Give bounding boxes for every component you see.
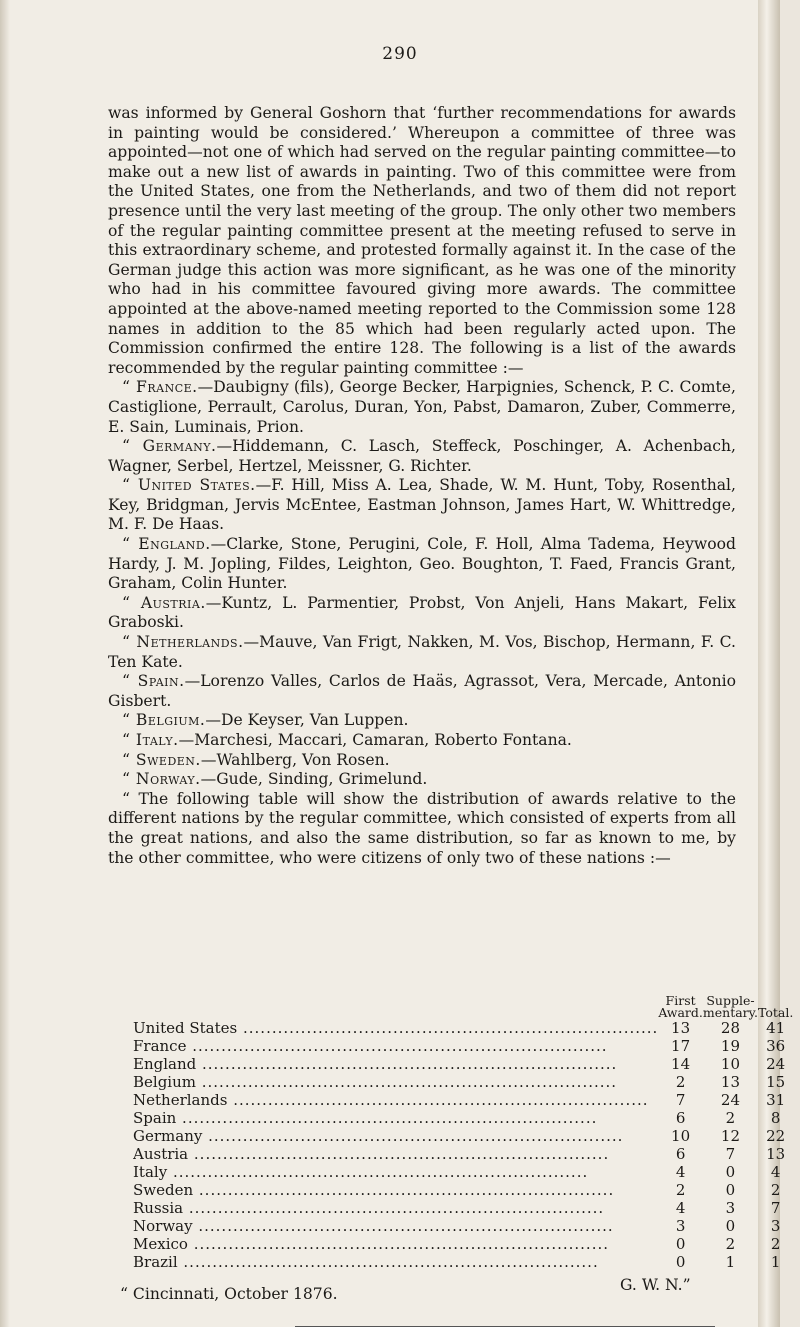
nation-artists: —Lorenzo Valles, Carlos de Haäs, Agrassot, Vera, Mercade, Antonio Gisbert. [108, 672, 737, 710]
total-cell: 1 [770, 1253, 781, 1271]
nation-list [108, 378, 736, 789]
country-cell: Brazil ..... [133, 1253, 658, 1271]
country-cell: Germany ..... [133, 1127, 658, 1145]
country-cell: Belgium ..... [133, 1073, 658, 1091]
nation-label: “ Spain. [122, 672, 185, 691]
supplementary-cell: 0 [725, 1217, 736, 1235]
nation-artists: —Gude, Sinding, Grimelund. [200, 770, 428, 789]
table-row [133, 1073, 793, 1091]
signature-initials: G. W. N.” [620, 1276, 691, 1294]
nation-entry [108, 437, 736, 476]
page-gutter [0, 0, 10, 1327]
awards-table [133, 985, 793, 1271]
page-number: 290 [382, 44, 418, 64]
nation-entry [108, 476, 736, 535]
nation-artists: —Hiddemann, C. Lasch, Steffeck, Poschinger, A. Achenbach, Wagner, Serbel, Hertzel, Meissner, G. Richter. [108, 437, 737, 475]
nation-entry [108, 770, 736, 790]
nation-artists: —Marchesi, Maccari, Camaran, Roberto Fontana. [178, 731, 572, 749]
supplementary-cell: 19 [720, 1037, 740, 1055]
paragraph: was informed by General Goshorn that ‘further recommendations for awards in painting would be considered.’ Whereupon a committee of three was appointed—not one of which had served on the regular painting committee—to make out a new list of awards in painting. Two of this committee were from the United States, one from the Netherlands, and two of them did not report presence until the very last meeting of the group. The only other two members of the regular painting committee present at the meeting refused to serve in this extraordinary scheme, and protested formally against it. In the case of the German judge this action was more significant, as he was one of the minority who had in his committee favoured giving more awards. The committee appointed at the above-named meeting reported to the Commission some 128 names in addition to the 85 which had been regularly acted upon. The Commission confirmed the entire 128. The following is a list of the awards recommended by the regular painting committee :— [108, 104, 736, 377]
table-header [133, 985, 793, 1019]
nation-entry [108, 633, 736, 672]
nation-label: “ United States. [122, 476, 256, 495]
nation-artists: —Kuntz, L. Parmentier, Probst, Von Anjeli, Hans Makart, Felix Graboski. [108, 593, 736, 632]
nation-label: “ Austria. [122, 593, 206, 612]
total-cell: 2 [770, 1235, 781, 1253]
nation-entry [108, 672, 736, 711]
header-first-award: First Award. [658, 993, 703, 1020]
table-row [133, 1127, 793, 1145]
total-cell: 36 [766, 1037, 786, 1055]
signature-date: “ Cincinnati, October 1876. [120, 1285, 338, 1303]
country-cell: Italy ..... [133, 1163, 658, 1181]
country-cell: France ..... [133, 1037, 658, 1055]
country-cell: Norway ..... [133, 1217, 658, 1235]
supplementary-cell: 0 [725, 1163, 736, 1181]
nation-label: “ Sweden. [122, 750, 201, 769]
total-cell: 41 [766, 1019, 786, 1037]
nation-label: “ Belgium. [122, 711, 206, 730]
first-award-cell: 4 [675, 1199, 686, 1217]
country-cell: United States ..... [133, 1019, 658, 1037]
table-row [133, 1217, 793, 1235]
table-row [133, 1037, 793, 1055]
total-cell: 3 [770, 1217, 781, 1235]
header-supplementary: Supple- mentary. [702, 993, 759, 1020]
nation-entry [108, 378, 736, 437]
country-cell: Netherlands ..... [133, 1091, 658, 1109]
nation-entry [108, 535, 736, 594]
total-cell: 8 [770, 1109, 781, 1127]
supplementary-cell: 24 [720, 1091, 740, 1109]
nation-label: “ Norway. [122, 770, 201, 789]
total-cell: 13 [766, 1145, 786, 1163]
country-cell: Sweden ..... [133, 1181, 658, 1199]
nation-artists: —De Keyser, Van Luppen. [205, 711, 409, 730]
table-row [133, 1091, 793, 1109]
first-award-cell: 2 [675, 1073, 686, 1091]
first-award-cell: 13 [671, 1019, 691, 1037]
nation-artists: —Mauve, Van Frigt, Nakken, M. Vos, Bischop, Hermann, F. C. Ten Kate. [108, 633, 737, 671]
total-cell: 4 [770, 1163, 781, 1181]
supplementary-cell: 1 [725, 1253, 736, 1271]
supplementary-cell: 2 [725, 1235, 736, 1253]
supplementary-cell: 3 [725, 1199, 736, 1217]
total-cell: 24 [766, 1055, 786, 1073]
header-total: Total. [758, 1005, 794, 1020]
country-cell: Mexico ..... [133, 1235, 658, 1253]
nation-label: “ France. [122, 378, 198, 397]
first-award-cell: 6 [675, 1109, 686, 1127]
first-award-cell: 2 [675, 1181, 686, 1199]
nation-label: “ Italy. [122, 731, 179, 749]
supplementary-cell: 2 [725, 1109, 736, 1127]
nation-entry [108, 731, 736, 751]
total-cell: 22 [766, 1127, 786, 1145]
first-award-cell: 3 [675, 1217, 686, 1235]
nation-label: “ Netherlands. [122, 633, 244, 652]
nation-artists: —F. Hill, Miss A. Lea, Shade, W. M. Hunt, Toby, Rosenthal, Key, Bridgman, Jervis McEntee, Eastman Johnson, James Hart, W. Whittredge, M. F. De Haas. [108, 476, 737, 534]
nation-artists: —Wahlberg, Von Rosen. [200, 750, 390, 769]
table-row [133, 1055, 793, 1073]
first-award-cell: 7 [675, 1091, 686, 1109]
table-row [133, 1235, 793, 1253]
nation-entry [108, 594, 736, 633]
country-cell: Russia ..... [133, 1199, 658, 1217]
nation-artists: —Clarke, Stone, Perugini, Cole, F. Holl, Alma Tadema, Heywood Hardy, J. M. Jopling, Fildes, Leighton, Geo. Boughton, T. Faed, Francis Grant, Graham, Colin Hunter. [108, 535, 736, 593]
total-cell: 7 [770, 1199, 781, 1217]
first-award-cell: 6 [675, 1145, 686, 1163]
table-row [133, 1181, 793, 1199]
total-cell: 31 [766, 1091, 786, 1109]
country-cell: Spain ..... [133, 1109, 658, 1127]
country-cell: Austria ..... [133, 1145, 658, 1163]
first-award-cell: 17 [671, 1037, 691, 1055]
first-award-cell: 0 [675, 1235, 686, 1253]
nation-label: “ England. [122, 535, 211, 554]
table-row [133, 1199, 793, 1217]
table-body [133, 1019, 793, 1271]
first-award-cell: 10 [671, 1127, 691, 1145]
country-cell: England ..... [133, 1055, 658, 1073]
total-cell: 15 [766, 1073, 786, 1091]
total-cell: 2 [770, 1181, 781, 1199]
first-award-cell: 0 [675, 1253, 686, 1271]
supplementary-cell: 13 [720, 1073, 740, 1091]
supplementary-cell: 0 [725, 1181, 736, 1199]
first-award-cell: 4 [675, 1163, 686, 1181]
table-row [133, 1145, 793, 1163]
first-award-cell: 14 [671, 1055, 691, 1073]
supplementary-cell: 12 [720, 1127, 740, 1145]
nation-label: “ Germany. [122, 437, 217, 456]
table-row [133, 1163, 793, 1181]
nation-entry [108, 711, 736, 731]
nation-entry [108, 751, 736, 771]
table-row [133, 1109, 793, 1127]
table-row [133, 1253, 793, 1271]
supplementary-cell: 7 [725, 1145, 736, 1163]
body-text [108, 104, 736, 868]
table-row [133, 1019, 793, 1037]
supplementary-cell: 10 [720, 1055, 740, 1073]
table-intro: “ The following table will show the distribution of awards relative to the different nations by the regular committee, which consisted of experts from all the great nations, and also the same distribution, so far as known to me, by the other committee, who were citizens of only two of these nations :— [108, 789, 736, 867]
supplementary-cell: 28 [720, 1019, 740, 1037]
nation-artists: —Daubigny (fils), George Becker, Harpignies, Schenck, P. C. Comte, Castiglione, Perrault, Carolus, Duran, Yon, Pabst, Damaron, Zuber, Commerre, E. Sain, Luminais, Prion. [108, 378, 736, 436]
